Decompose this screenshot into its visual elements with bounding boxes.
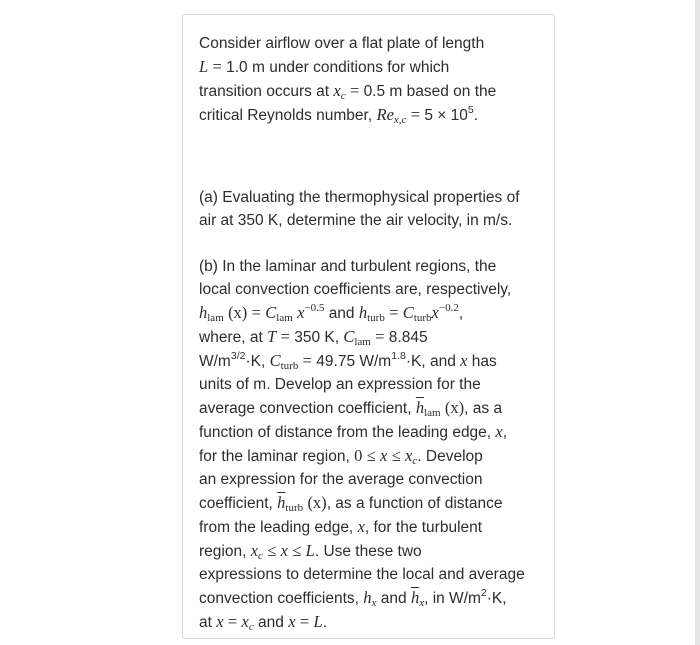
intro-line-2: L = 1.0 m under conditions for which [199, 57, 450, 76]
intro-paragraph [199, 32, 544, 127]
intro-line-4: critical Reynolds number, $Rex,c = 5 \times 10^5$. [199, 104, 479, 126]
part-b-paragraph: (b) In the laminar and turbulent regions, the local convection coefficients are, respectively, hlam (x) = Clam $x^{-0.5}$ and hturb = Cturbx$^{-0.2}$, where, at T = 350 K, Clam = 8.845 $W/m^{3/2}\cdot K$, Cturb = 49.75 $W/m^{1.8}\cdot K$, and x has units of m. Develop an expression for the average convection coefficient, $\overline{h}lam$ (x), as a function of distance from the leading edge, x, for the laminar region, 0 ≤ x ≤ xc. Develop an expression for the average convection coefficient, $\overline{h}turb$ (x), as a function of distance from the leading edge, x, for the turbulent region, xc ≤ x ≤ L. Use these two expressions to determine the local and average convection coefficients, hx and $\overline{h}x$, in $W/m^2\cdot K$, at x = xc and x = L. [199, 255, 544, 634]
intro-line-1: Consider airflow over a flat plate of length [199, 35, 485, 52]
part-a-paragraph: (a) Evaluating the thermophysical properties of air at 350 K, determine the air velocity, in m/s. [199, 189, 520, 229]
length-symbol: L [199, 57, 209, 76]
scrollbar-track[interactable] [695, 0, 700, 645]
units-line: $W/m^{3/2}\cdot K$, Cturb = 49.75 $W/m^{1.8}\cdot K$, and x has [199, 350, 497, 372]
spacer [199, 232, 544, 255]
spacer [199, 127, 544, 186]
intro-line-3: transition occurs at xc = 0.5 m based on the [199, 81, 497, 102]
problem-card [182, 14, 555, 639]
local-coefficients-equations: hlam (x) = Clam $x^{-0.5}$ and hturb = Cturbx$^{-0.2}$, [199, 302, 464, 324]
where-line: where, at T = 350 K, Clam = 8.845 [199, 327, 428, 348]
reynolds-symbol: Re [376, 105, 394, 124]
